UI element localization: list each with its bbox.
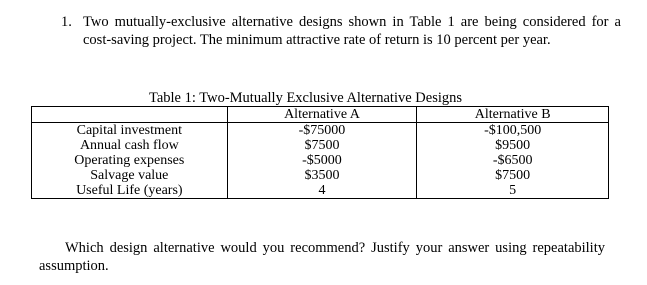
cell-alternative-b: $9500: [417, 138, 609, 153]
cell-alternative-b: 5: [417, 183, 609, 199]
cell-alternative-a: -$75000: [227, 123, 417, 139]
cell-alternative-a: $7500: [227, 138, 417, 153]
cell-alternative-b: -$100,500: [417, 123, 609, 139]
table-row: [32, 138, 609, 153]
header-alternative-b: Alternative B: [417, 107, 609, 123]
problem-text: Two mutually-exclusive alternative designs shown in Table 1 are being considered for a cost-saving project. The minimum attractive rate of return is 10 percent per year.: [83, 14, 621, 48]
cell-alternative-a: $3500: [227, 168, 417, 183]
table-caption: Table 1: Two-Mutually Exclusive Alternative Designs: [149, 90, 463, 106]
cell-alternative-b: -$6500: [417, 153, 609, 168]
table-header-row: [32, 107, 609, 123]
table-row: [32, 123, 609, 139]
cell-alternative-a: -$5000: [227, 153, 417, 168]
row-label: Salvage value: [32, 168, 228, 183]
row-label: Capital investment: [32, 123, 228, 139]
alternatives-table: [31, 106, 609, 199]
header-alternative-a: Alternative A: [227, 107, 417, 123]
row-label: Operating expenses: [32, 153, 228, 168]
problem-number: 1.: [61, 14, 72, 30]
table-row: [32, 153, 609, 168]
row-label: Annual cash flow: [32, 138, 228, 153]
header-blank: [32, 107, 228, 123]
cell-alternative-a: 4: [227, 183, 417, 199]
problem-statement: [61, 13, 621, 49]
table-row: [32, 168, 609, 183]
table-row: [32, 183, 609, 199]
question-text: Which design alternative would you recommend? Justify your answer using repeatability assumption.: [39, 240, 605, 274]
row-label: Useful Life (years): [32, 183, 228, 199]
cell-alternative-b: $7500: [417, 168, 609, 183]
